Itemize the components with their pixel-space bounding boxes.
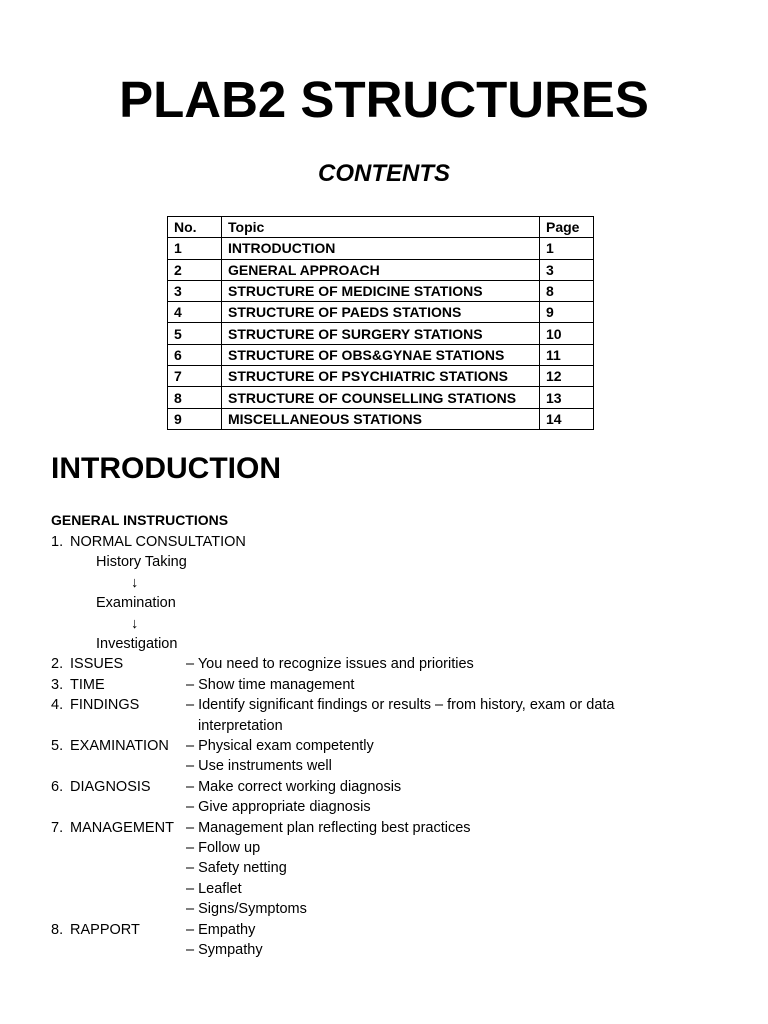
contents-table-header-row: [168, 217, 594, 238]
toc-page: 9: [540, 302, 594, 323]
item-detail: – Leaflet: [186, 880, 242, 897]
toc-number: 3: [168, 280, 222, 301]
item-detail: – Safety netting: [186, 860, 287, 877]
introduction-heading: INTRODUCTION: [51, 452, 281, 485]
item-label: RAPPORT: [70, 921, 140, 938]
toc-topic: STRUCTURE OF COUNSELLING STATIONS: [222, 387, 540, 408]
item-label: TIME: [70, 676, 105, 693]
item-detail: – Show time management: [186, 676, 355, 693]
contents-heading: CONTENTS: [318, 160, 450, 187]
toc-topic: STRUCTURE OF OBS&GYNAE STATIONS: [222, 344, 540, 365]
flow-step: Investigation: [96, 636, 178, 652]
contents-table-row: [168, 323, 594, 344]
toc-topic: STRUCTURE OF PSYCHIATRIC STATIONS: [222, 366, 540, 387]
item-number: 8.: [51, 921, 64, 938]
item-detail: – Follow up: [186, 840, 261, 856]
toc-number: 9: [168, 408, 222, 429]
toc-topic: STRUCTURE OF SURGERY STATIONS: [222, 323, 540, 344]
toc-page: 1: [540, 238, 594, 259]
toc-topic: MISCELLANEOUS STATIONS: [222, 408, 540, 429]
toc-topic: INTRODUCTION: [222, 238, 540, 259]
toc-number: 8: [168, 387, 222, 408]
item-label: FINDINGS: [70, 697, 140, 714]
contents-table-row: [168, 302, 594, 323]
contents-table-row: [168, 408, 594, 429]
item-number: 1.: [51, 534, 64, 550]
toc-page: 10: [540, 323, 594, 344]
down-arrow-icon: ↓: [131, 574, 139, 591]
item-number: 5.: [51, 738, 64, 754]
item-detail: – Empathy: [186, 921, 256, 938]
item-number: 4.: [51, 697, 64, 714]
toc-page: 12: [540, 366, 594, 387]
item-detail: – Make correct working diagnosis: [186, 778, 402, 795]
item-number: 2.: [51, 656, 64, 673]
header-topic: Topic: [222, 217, 540, 238]
document-title: PLAB2 STRUCTURES: [119, 71, 649, 128]
toc-page: 3: [540, 259, 594, 280]
item-detail: – Use instruments well: [186, 758, 332, 775]
toc-page: 8: [540, 280, 594, 301]
toc-number: 2: [168, 259, 222, 280]
contents-table-row: [168, 259, 594, 280]
toc-number: 1: [168, 238, 222, 259]
item-number: 3.: [51, 676, 64, 693]
header-page: Page: [540, 217, 594, 238]
contents-table: [167, 216, 594, 430]
toc-number: 6: [168, 344, 222, 365]
toc-page: 13: [540, 387, 594, 408]
toc-page: 14: [540, 408, 594, 429]
general-instructions-heading: GENERAL INSTRUCTIONS: [51, 512, 229, 528]
item-label: MANAGEMENT: [70, 819, 174, 836]
item-detail: – Sympathy: [186, 942, 263, 958]
contents-table-row: [168, 280, 594, 301]
flow-step: Examination: [96, 595, 176, 612]
item-detail: – Physical exam competently: [186, 738, 374, 754]
header-no: No.: [168, 217, 222, 238]
toc-topic: GENERAL APPROACH: [222, 259, 540, 280]
toc-topic: STRUCTURE OF PAEDS STATIONS: [222, 302, 540, 323]
item-label: NORMAL CONSULTATION: [70, 534, 246, 550]
contents-table-row: [168, 238, 594, 259]
item-detail: – Give appropriate diagnosis: [186, 799, 371, 816]
toc-number: 5: [168, 323, 222, 344]
contents-table-row: [168, 366, 594, 387]
item-label: ISSUES: [70, 656, 124, 673]
toc-number: 7: [168, 366, 222, 387]
toc-topic: STRUCTURE OF MEDICINE STATIONS: [222, 280, 540, 301]
contents-table-row: [168, 387, 594, 408]
item-number: 7.: [51, 819, 64, 836]
flow-step: History Taking: [96, 554, 187, 571]
item-detail: – Identify significant findings or results – from history, exam or data: [186, 697, 615, 714]
toc-page: 11: [540, 344, 594, 365]
item-detail: interpretation: [198, 717, 283, 734]
item-label: DIAGNOSIS: [70, 778, 151, 795]
item-label: EXAMINATION: [70, 738, 169, 754]
item-detail: – Signs/Symptoms: [186, 901, 307, 918]
item-detail: – Management plan reflecting best practices: [186, 819, 471, 836]
toc-number: 4: [168, 302, 222, 323]
item-detail: – You need to recognize issues and priorities: [186, 656, 474, 673]
down-arrow-icon: ↓: [131, 615, 139, 632]
item-number: 6.: [51, 778, 64, 795]
contents-table-row: [168, 344, 594, 365]
